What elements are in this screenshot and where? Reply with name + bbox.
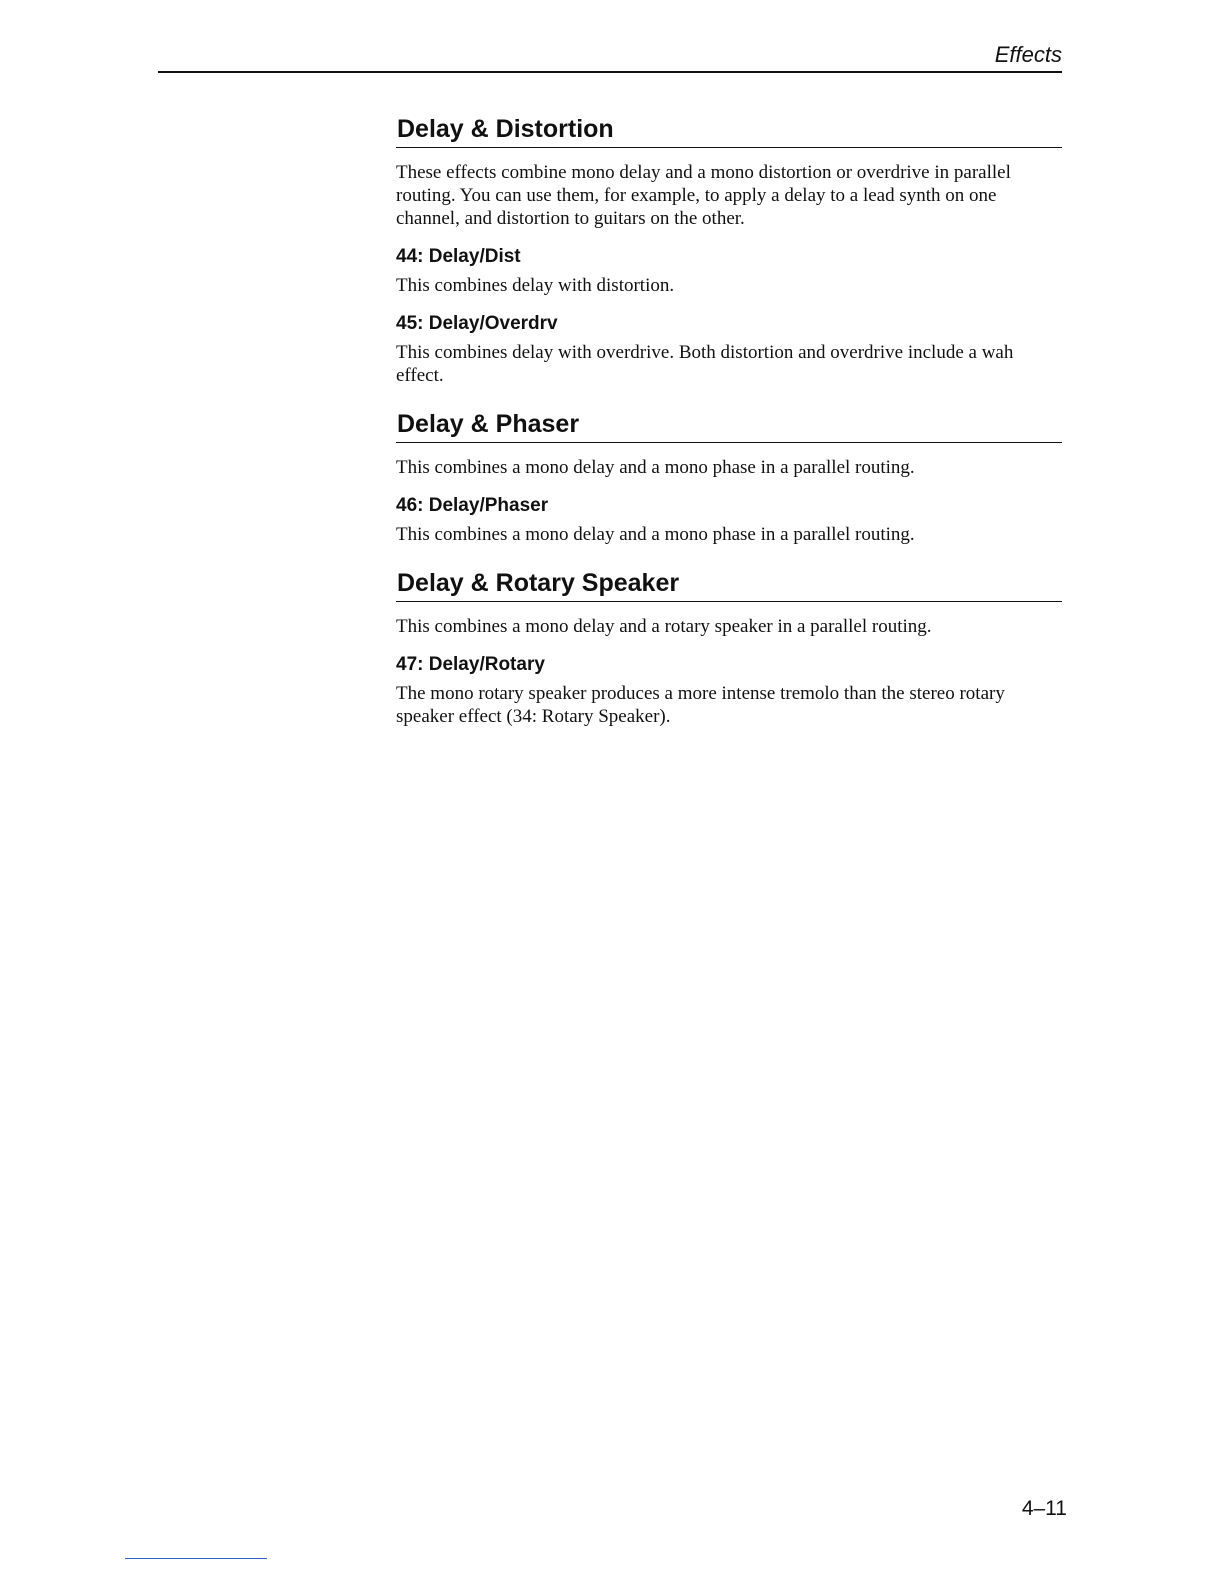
page-number: 4–11: [1021, 1497, 1067, 1520]
footer-rule: [125, 1558, 267, 1559]
effect-46-delay-phaser: [396, 494, 1062, 546]
effect-description: This combines delay with overdrive. Both distortion and overdrive include a wah effect.: [396, 342, 1014, 386]
section-intro: These effects combine mono delay and a mono distortion or overdrive in parallel routing. You can use them, for example, to apply a delay to a lead synth on one channel, and distortion to guitars on the other.: [396, 162, 1011, 229]
effect-45-delay-overdrv: [396, 312, 1062, 387]
effect-47-delay-rotary: [396, 653, 1062, 728]
effect-title: 46: Delay/Phaser: [396, 495, 549, 516]
effect-title: 44: Delay/Dist: [396, 246, 521, 267]
effect-description: This combines a mono delay and a mono phase in a parallel routing.: [396, 524, 915, 545]
section-title: Delay & Phaser: [396, 403, 1062, 443]
effect-description: The mono rotary speaker produces a more intense tremolo than the stereo rotary speaker effect (34: Rotary Speaker).: [396, 683, 1005, 727]
page-content: [396, 108, 1062, 728]
effect-description: This combines delay with distortion.: [396, 275, 675, 296]
effect-44-delay-dist: [396, 245, 1062, 297]
running-header-title: Effects: [994, 42, 1062, 67]
effect-title: 47: Delay/Rotary: [396, 654, 545, 675]
section-intro: This combines a mono delay and a rotary speaker in a parallel routing.: [396, 616, 932, 637]
header-rule: [158, 71, 1062, 73]
effect-title: 45: Delay/Overdrv: [396, 313, 558, 334]
section-title: Delay & Rotary Speaker: [396, 562, 1062, 602]
section-intro: This combines a mono delay and a mono phase in a parallel routing.: [396, 457, 915, 478]
section-delay-rotary-speaker: [396, 562, 1062, 728]
section-title: Delay & Distortion: [396, 108, 1062, 148]
section-delay-distortion: [396, 108, 1062, 387]
section-delay-phaser: [396, 403, 1062, 546]
